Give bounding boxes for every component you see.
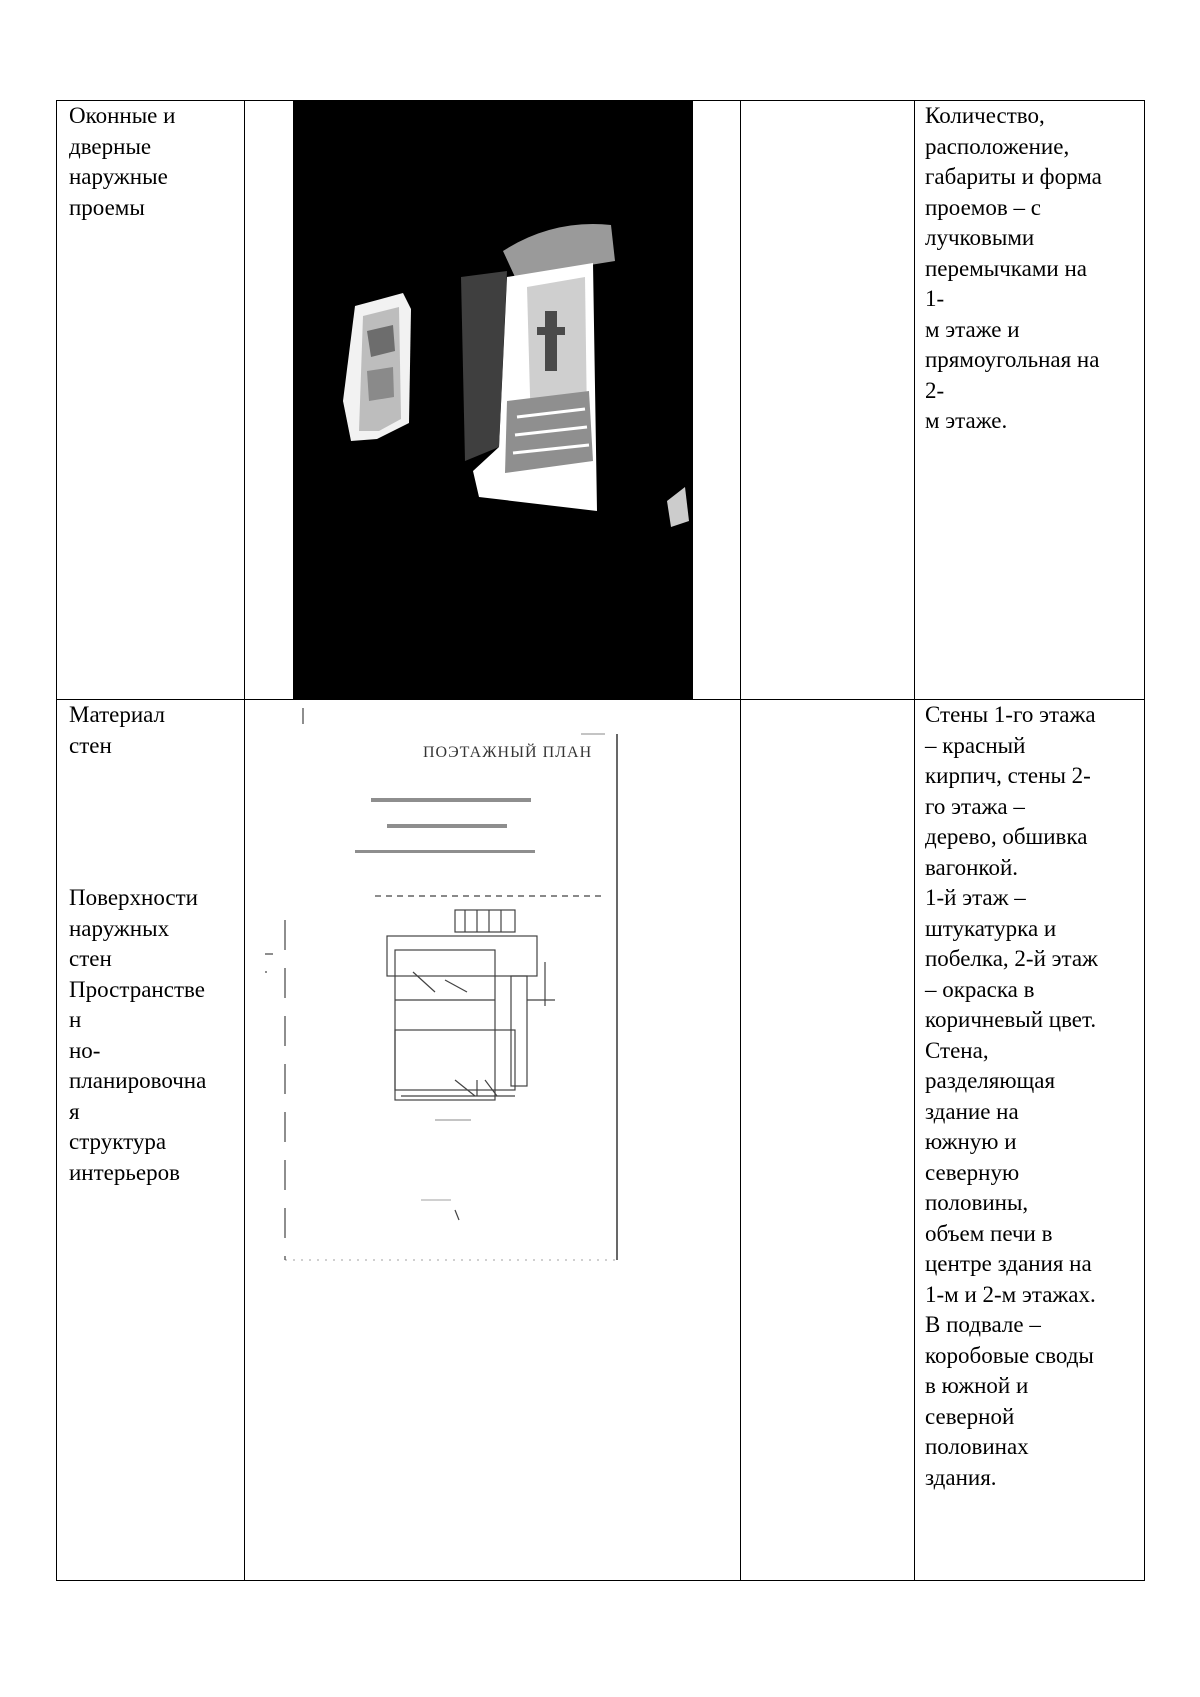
text-line: м этаже и <box>925 316 1020 342</box>
plan-title: ПОЭТАЖНЫЙ ПЛАН <box>423 744 593 761</box>
text-line: расположение, <box>925 133 1070 159</box>
text-line: Количество, <box>925 103 1045 128</box>
floor-plan-scan <box>245 700 741 1580</box>
text-line: – окраска в <box>925 976 1035 1002</box>
description-cell <box>915 700 1145 1581</box>
table-row <box>57 700 1145 1581</box>
text-line: дверные <box>69 133 152 159</box>
text-line: 2- <box>925 377 945 403</box>
text-line: Стены 1-го этажа <box>925 702 1096 727</box>
description-cell <box>915 101 1145 700</box>
text-line: наружных <box>69 915 170 941</box>
text-line: коричневый цвет. <box>925 1007 1097 1032</box>
text-line: 1-м и 2-м этажах. <box>925 1281 1096 1307</box>
text-line: половины, <box>925 1190 1029 1215</box>
text-line: здания. <box>925 1464 997 1490</box>
empty-cell <box>741 700 915 1581</box>
text-line: габариты и форма <box>925 164 1102 189</box>
text-line: центре здания на <box>925 1251 1092 1276</box>
text-line: планировочна <box>69 1068 207 1093</box>
text-line: но- <box>69 1037 101 1063</box>
text-line: разделяющая <box>925 1068 1056 1093</box>
image-cell <box>245 700 741 1581</box>
text-line: интерьеров <box>69 1159 180 1185</box>
text-line: наружные <box>69 164 168 189</box>
text-line: проемов – с <box>925 194 1041 220</box>
element-name <box>57 700 244 1188</box>
text-line: дерево, обшивка <box>925 824 1088 849</box>
text-line: перемычками на <box>925 255 1087 281</box>
element-name-cell <box>57 700 245 1581</box>
text-line: штукатурка и <box>925 915 1057 941</box>
text-line: 1- <box>925 286 945 311</box>
text-line: н <box>69 1007 82 1032</box>
text-line: коробовые своды <box>925 1342 1094 1368</box>
text-line: стен <box>69 732 112 758</box>
table-row <box>57 101 1145 700</box>
text-line: Пространстве <box>69 976 205 1002</box>
text-line: проемы <box>69 194 145 220</box>
text-line: южную и <box>925 1129 1017 1154</box>
text-line: Поверхности <box>69 885 198 910</box>
text-line: половинах <box>925 1434 1029 1459</box>
description-text <box>915 700 1144 1493</box>
text-line: в южной и <box>925 1373 1029 1398</box>
text-line: Стена, <box>925 1037 989 1063</box>
text-line: кирпич, стены 2- <box>925 763 1091 788</box>
text-line: я <box>69 1098 80 1124</box>
text-line: лучковыми <box>925 225 1035 250</box>
image-cell <box>245 101 741 700</box>
text-line: м этаже. <box>925 408 1008 433</box>
text-line: Оконные и <box>69 103 176 128</box>
text-line: 1-й этаж – <box>925 885 1026 910</box>
text-line: го этажа – <box>925 793 1025 819</box>
text-line: вагонкой. <box>925 854 1018 880</box>
text-line: объем печи в <box>925 1220 1053 1246</box>
text-line: стен <box>69 946 112 971</box>
text-line: структура <box>69 1129 167 1154</box>
text-line: побелка, 2-й этаж <box>925 946 1098 971</box>
text-line: прямоугольная на <box>925 347 1100 372</box>
description-text <box>915 101 1144 437</box>
interior-window-openings-photo <box>293 101 693 699</box>
text-line: здание на <box>925 1098 1019 1124</box>
text-line: – красный <box>925 732 1026 758</box>
text-line: северную <box>925 1159 1020 1185</box>
text-line: северной <box>925 1403 1015 1429</box>
element-name-cell <box>57 101 245 700</box>
monument-description-table <box>56 100 1145 1581</box>
text-line: В подвале – <box>925 1312 1041 1337</box>
empty-cell <box>741 101 915 700</box>
text-line: Материал <box>69 702 166 727</box>
element-name <box>57 101 244 223</box>
